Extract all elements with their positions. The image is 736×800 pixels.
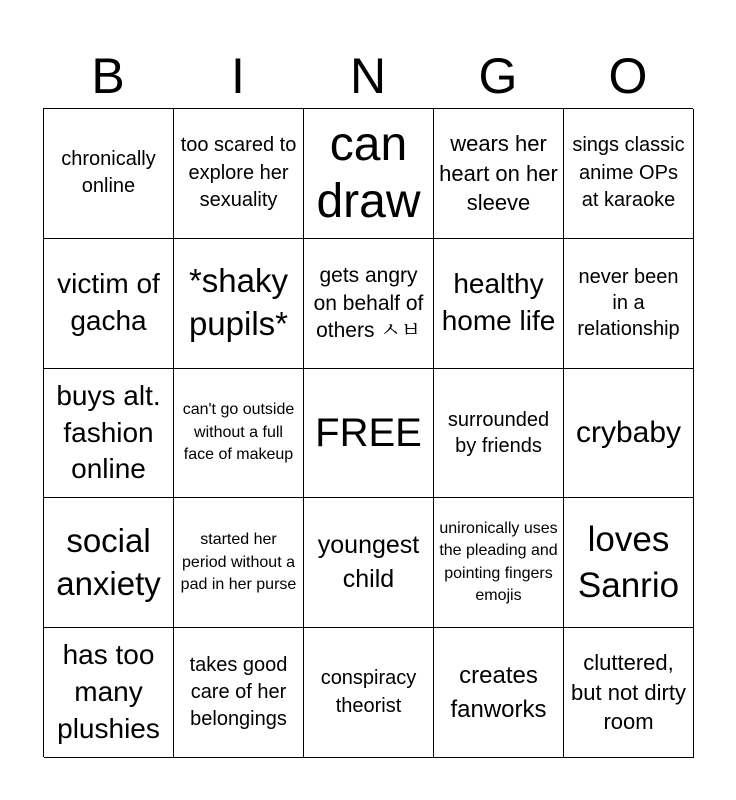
bingo-cell[interactable] <box>304 369 434 499</box>
cell-text: surrounded by friends <box>447 408 550 457</box>
bingo-cell[interactable] <box>174 498 304 628</box>
bingo-cell[interactable] <box>174 369 304 499</box>
header-letter-g: G <box>478 48 518 104</box>
cell-text: too scared to explore her sexuality <box>180 134 297 212</box>
bingo-cell[interactable] <box>44 498 174 628</box>
cell-text: gets angry on behalf of others ㅅㅂ <box>313 264 424 342</box>
bingo-header <box>43 44 693 108</box>
bingo-cell[interactable] <box>564 628 694 758</box>
bingo-cell[interactable] <box>564 498 694 628</box>
bingo-board <box>43 108 693 757</box>
cell-text: youngest child <box>317 531 420 593</box>
cell-text: can't go outside without a full face of makeup <box>182 401 295 464</box>
cell-text: can draw <box>316 117 421 229</box>
bingo-cell[interactable] <box>44 239 174 369</box>
bingo-cell[interactable] <box>44 109 174 239</box>
bingo-cell[interactable] <box>174 628 304 758</box>
cell-text: never been in a relationship <box>577 265 680 341</box>
header-letter-i: I <box>231 48 245 104</box>
header-letter-b: B <box>91 48 125 104</box>
bingo-cell[interactable] <box>174 109 304 239</box>
bingo-cell[interactable] <box>174 239 304 369</box>
cell-text: social anxiety <box>56 521 161 602</box>
bingo-cell[interactable] <box>564 109 694 239</box>
cell-text: healthy home life <box>441 268 556 337</box>
bingo-cell[interactable] <box>44 369 174 499</box>
bingo-cell[interactable] <box>304 628 434 758</box>
cell-text: started her period without a pad in her purse <box>180 531 297 593</box>
cell-text: has too many plushies <box>57 639 160 745</box>
cell-text: wears her heart on her sleeve <box>439 130 558 216</box>
bingo-cell[interactable] <box>304 239 434 369</box>
cell-text: *shaky pupils* <box>188 262 289 343</box>
cell-text: conspiracy theorist <box>320 667 417 717</box>
cell-text: buys alt. fashion online <box>56 379 161 485</box>
cell-text: victim of gacha <box>57 268 160 337</box>
header-letter-o: O <box>608 48 648 104</box>
cell-text: crybaby <box>575 416 682 450</box>
cell-text: takes good care of her belongings <box>189 653 288 731</box>
cell-text: loves Sanrio <box>577 520 680 605</box>
bingo-cell[interactable] <box>434 369 564 499</box>
bingo-cell[interactable] <box>44 628 174 758</box>
header-letter-n: N <box>349 48 387 104</box>
free-space: FREE <box>315 410 422 455</box>
bingo-cell[interactable] <box>434 239 564 369</box>
bingo-cell[interactable] <box>564 239 694 369</box>
bingo-cell[interactable] <box>304 109 434 239</box>
cell-text: sings classic anime OPs at karaoke <box>572 134 685 212</box>
bingo-cell[interactable] <box>434 628 564 758</box>
cell-text: unironically uses the pleading and pointing fingers emojis <box>439 520 558 605</box>
bingo-cell[interactable] <box>564 369 694 499</box>
cell-text: chronically online <box>61 148 156 198</box>
bingo-cell[interactable] <box>304 498 434 628</box>
bingo-cell[interactable] <box>434 109 564 239</box>
cell-text: creates fanworks <box>450 662 547 723</box>
cell-text: cluttered, but not dirty room <box>571 650 686 735</box>
bingo-cell[interactable] <box>434 498 564 628</box>
